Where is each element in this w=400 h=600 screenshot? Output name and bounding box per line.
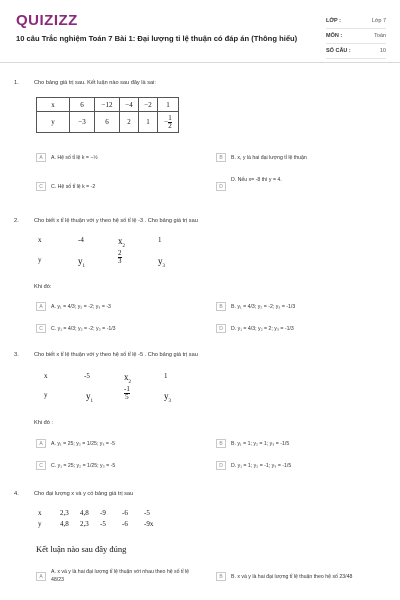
row-label-y: y [38, 256, 42, 264]
value-cell: 4,8 [80, 509, 89, 517]
table-cell: −3 [70, 112, 95, 133]
option-d-box[interactable]: D [216, 182, 226, 191]
numerator: 1 [168, 113, 172, 122]
option-a-text[interactable]: A. x và y là hai đại lượng tỉ lệ thuận với nhau theo hệ số tỉ lệ 48/23 [51, 569, 190, 583]
option-c-text[interactable]: C. y₁ = 4/3; y₂ = -2; y₃ = -1/3 [51, 326, 116, 332]
option-b-text[interactable]: B. y₁ = 1; y₂ = 1; y₃ = -1/5 [231, 441, 290, 447]
option-a-box[interactable]: A [36, 439, 46, 448]
khi-do-label: Khi đó: [34, 284, 52, 290]
table-cell-fraction [158, 112, 179, 133]
question-text: Cho biết x tỉ lệ thuận với y theo hệ số tỉ lệ -5 . Cho bảng giá trị sau [34, 352, 198, 358]
table-cell: −4 [120, 98, 139, 112]
quizizz-logo: QUIZIZZ [16, 12, 78, 29]
value-y3 [158, 256, 165, 269]
x-symbol: x [124, 372, 129, 382]
row-label-x: x [38, 509, 42, 517]
denominator: 3 [118, 257, 122, 265]
question-text: Cho biết x tỉ lệ thuận với y theo hệ số tỉ lệ -3 . Cho bảng giá trị sau [34, 218, 198, 224]
option-a-text[interactable]: A. Hệ số tỉ lệ k = −½ [51, 155, 98, 161]
y-symbol: y [86, 391, 91, 401]
value-cell: 4,8 [60, 520, 69, 528]
subscript: 1 [90, 398, 93, 404]
value-x2 [118, 236, 125, 249]
option-d-text[interactable]: D. y₁ = 1; y₂ = -1; y₃ = -1/5 [231, 463, 292, 469]
y-symbol: y [78, 256, 83, 266]
table-cell: 1 [158, 98, 179, 112]
meta-key: LỚP : [326, 18, 341, 24]
row-label-y: y [38, 520, 42, 528]
numerator: -1 [124, 385, 130, 393]
value-cell: -6 [122, 509, 128, 517]
meta-panel [326, 14, 386, 59]
header-divider [0, 62, 400, 63]
value-x1: -5 [84, 372, 90, 380]
numerator: 2 [118, 249, 122, 257]
value-cell: -5 [144, 509, 150, 517]
question-text: Cho đại lượng x và y có bảng giá trị sau [34, 491, 134, 497]
option-b-box[interactable]: B [216, 572, 226, 581]
value-table [36, 97, 179, 133]
option-d-text[interactable]: D. y₁ = 4/3; y₂ = 2; y₃ = -1/3 [231, 326, 294, 332]
subscript: 3 [162, 263, 165, 269]
denominator: 5 [125, 393, 129, 401]
subscript: 1 [82, 263, 85, 269]
row-label-x: x [44, 372, 48, 380]
option-a-box[interactable]: A [36, 302, 46, 311]
subscript: 2 [128, 379, 131, 385]
meta-key: SỐ CÂU : [326, 48, 351, 54]
value-y1 [78, 256, 85, 269]
question-text: Cho bảng giá trị sau. Kết luận nào sau đây là sai: [34, 80, 156, 86]
option-b-text[interactable]: B. x, y là hai đại lượng tỉ lệ thuận [231, 155, 307, 161]
value-x3: 1 [158, 236, 162, 244]
minus-sign: − [164, 117, 169, 126]
meta-row-subject [326, 29, 386, 44]
value-cell: -9x [144, 520, 154, 528]
conclusion-prompt: Kết luận nào sau đây đúng [36, 544, 127, 554]
option-a-box[interactable]: A [36, 572, 46, 581]
meta-key: MÔN : [326, 33, 343, 39]
y-symbol: y [164, 391, 169, 401]
option-d-box[interactable]: D [216, 461, 226, 470]
option-b-box[interactable]: B [216, 153, 226, 162]
subscript: 2 [122, 243, 125, 249]
question-number: 2. [14, 218, 19, 224]
option-c-box[interactable]: C [36, 182, 46, 191]
meta-row-class [326, 14, 386, 29]
table-cell: 6 [95, 112, 120, 133]
table-cell: y [37, 112, 70, 133]
fraction-minus1-5 [124, 386, 130, 401]
option-b-text[interactable]: B. x và y là hai đại lượng tỉ lệ thuận theo hệ số 23/48 [231, 574, 353, 580]
value-cell: -6 [122, 520, 128, 528]
x-symbol: x [118, 236, 123, 246]
value-y3 [164, 391, 171, 404]
value-x2 [124, 372, 131, 385]
table-cell: 6 [70, 98, 95, 112]
table-cell: −12 [95, 98, 120, 112]
y-symbol: y [158, 256, 163, 266]
value-cell: 2,3 [80, 520, 89, 528]
table-cell: x [37, 98, 70, 112]
option-a-box[interactable]: A [36, 153, 46, 162]
option-c-box[interactable]: C [36, 461, 46, 470]
option-a-text[interactable]: A. y₁ = 25; y₂ = 1/25; y₃ = -5 [51, 441, 115, 447]
value-y1 [86, 391, 93, 404]
meta-value: Lớp 7 [371, 18, 386, 24]
option-c-box[interactable]: C [36, 324, 46, 333]
option-b-box[interactable]: B [216, 302, 226, 311]
option-c-text[interactable]: C. Hệ số tỉ lệ k = -2 [51, 184, 96, 190]
question-number: 3. [14, 352, 19, 358]
table-cell: −2 [139, 98, 158, 112]
value-x3: 1 [164, 372, 168, 380]
option-a-text[interactable]: A. y₁ = 4/3; y₂ = -2; y₃ = -3 [51, 304, 111, 310]
option-c-text[interactable]: C. y₁ = 25; y₂ = 1/25; y₃ = -5 [51, 463, 116, 469]
option-b-box[interactable]: B [216, 439, 226, 448]
meta-value: 10 [379, 48, 386, 54]
subscript: 3 [168, 398, 171, 404]
khi-do-label: Khi đó : [34, 420, 53, 426]
page-title: 10 câu Trắc nghiệm Toán 7 Bài 1: Đại lượng tỉ lệ thuận có đáp án (Thông hiểu) [16, 34, 298, 43]
option-d-box[interactable]: D [216, 324, 226, 333]
option-b-text[interactable]: B. y₁ = 4/3; y₂ = -2; y₃ = -1/3 [231, 304, 296, 310]
question-number: 1. [14, 80, 19, 86]
meta-row-count [326, 44, 386, 59]
meta-value: Toán [374, 33, 386, 39]
row-label-x: x [38, 236, 42, 244]
value-cell: -9 [100, 509, 106, 517]
table-cell: 1 [139, 112, 158, 133]
value-cell: -5 [100, 520, 106, 528]
value-cell: 2,3 [60, 509, 69, 517]
value-x1: -4 [78, 236, 84, 244]
table-cell: 2 [120, 112, 139, 133]
fraction-2-3 [118, 250, 122, 265]
denominator: 2 [168, 121, 172, 130]
option-d-text[interactable]: D. Nếu x= -8 thì y = 4. [231, 177, 282, 183]
row-label-y: y [44, 391, 48, 399]
question-number: 4. [14, 491, 19, 497]
